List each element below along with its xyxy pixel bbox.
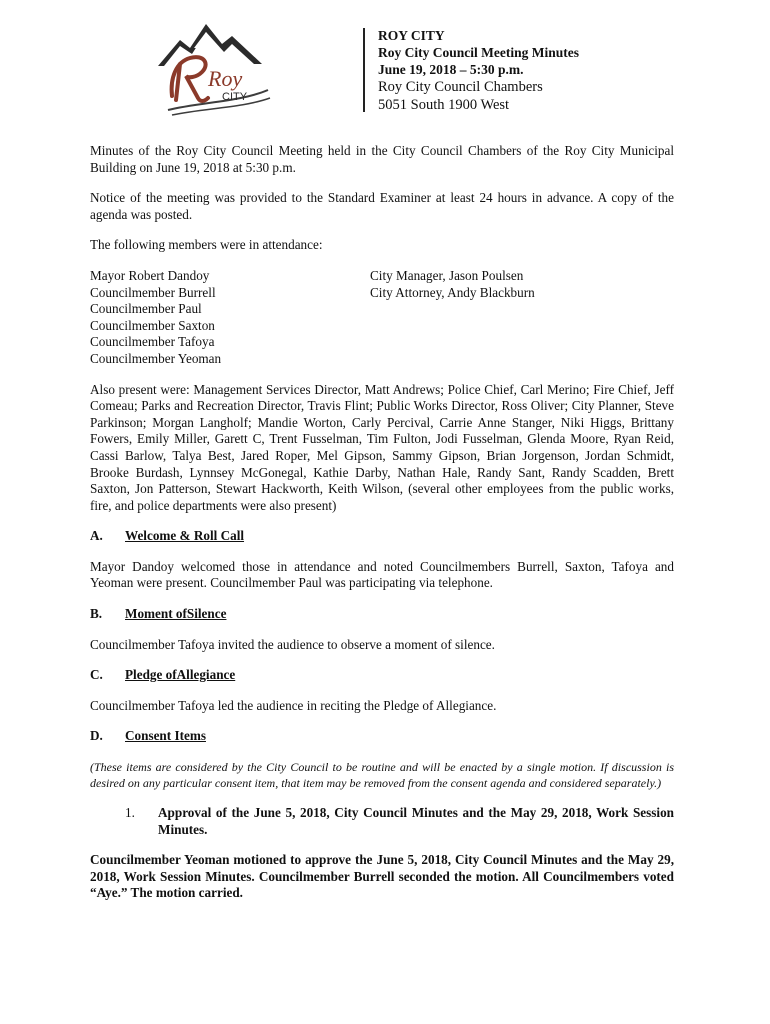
section-title: Welcome & Roll Call (125, 528, 245, 544)
section-title: Consent Items (125, 728, 206, 744)
section-number: B. (90, 606, 103, 622)
section-b-text: Councilmember Tafoya invited the audience to observe a moment of silence. (90, 636, 495, 652)
member-item: Councilmember Burrell (90, 284, 216, 300)
member-item: Councilmember Tafoya (90, 334, 215, 350)
consent-item-1 (90, 805, 674, 838)
section-number: A. (90, 528, 103, 544)
header-title: Roy City Council Meeting Minutes (378, 45, 579, 60)
notice-paragraph: Notice of the meeting was provided to the Standard Examiner at least 24 hours in advance. A copy of the agenda was posted. (90, 190, 674, 222)
header-location: Roy City Council Chambers (378, 79, 543, 95)
also-present-paragraph: Also present were: Management Services Director, Matt Andrews; Police Chief, Carl Merino; Fire Chief, Jeff Comeau; Parks and Recreation Director, Travis Flint; Public Works Director, Ross Oliver; City Planner, Steve Parkinson; Morgan Langholf; Mandie Worton, Carly Percival, Carrie Anne Stanger, Niki Higgs, Brittany Fowers, Emily Miller, Garett C, Trent Fusselman, Tim Fulton, Jodi Fusselman, Glenda Moore, Ryan Reid, Cassi Barlow, Talya Best, Jared Roper, Mel Gipson, Sammy Gipson, Brian Jorgenson, Jordan Schmidt, Brooke Burdash, Lynnsey McGonegal, Kathie Darby, Nathan Hale, Randy Sant, Randy Scadden, Brett Saxton, Jon Patterson, Stewart Hackworth, Keith Wilson, (several other employees from the public works, fire, and police departments were also present) (90, 381, 674, 513)
logo-text-roy: Roy (208, 66, 243, 91)
document-body (90, 143, 674, 902)
member-item: Councilmember Saxton (90, 317, 215, 333)
roy-city-logo-icon (150, 18, 280, 123)
member-item: Councilmember Paul (90, 301, 202, 317)
member-item: Councilmember Yeoman (90, 350, 222, 366)
intro-paragraph: Minutes of the Roy City Council Meeting held in the City Council Chambers of the Roy City Municipal Building on June 19, 2018 at 5:30 p.m. (90, 143, 674, 175)
staff-item: City Attorney, Andy Blackburn (370, 284, 535, 300)
item-number: 1. (125, 805, 135, 821)
staff-item: City Manager, Jason Poulsen (370, 267, 524, 283)
members-column (90, 268, 370, 368)
header-org: ROY CITY (378, 28, 445, 43)
header-divider (363, 28, 365, 112)
section-a-text: Mayor Dandoy welcomed those in attendance and noted Councilmembers Burrell, Saxton, Tafoya and Yeoman were present. Councilmember Paul was participating via telephone. (90, 558, 674, 591)
item-text: Approval of the June 5, 2018, City Council Minutes and the May 29, 2018, Work Session Minutes. (158, 805, 674, 837)
attendance-intro: The following members were in attendance: (90, 237, 323, 253)
section-title: Moment ofSilence (125, 606, 227, 622)
header-date: June 19, 2018 – 5:30 p.m. (378, 62, 524, 77)
section-c-text: Councilmember Tafoya led the audience in reciting the Pledge of Allegiance. (90, 697, 497, 713)
section-title: Pledge ofAllegiance (125, 667, 236, 683)
section-number: D. (90, 728, 103, 744)
staff-column (370, 268, 670, 368)
section-heading-c (90, 667, 674, 684)
consent-note: (These items are considered by the City Council to be routine and will be enacted by a single motion. If discussion is desired on any particular consent item, that item may be removed from the consent agenda and considered separately.) (90, 760, 674, 791)
section-heading-b (90, 606, 674, 623)
member-item: Mayor Robert Dandoy (90, 267, 210, 283)
document-header (378, 27, 579, 114)
section-heading-a (90, 528, 674, 545)
attendance-list (90, 268, 674, 368)
logo-text-city: CITY (222, 91, 248, 103)
header-address: 5051 South 1900 West (378, 97, 510, 113)
section-number: C. (90, 667, 103, 683)
motion-paragraph: Councilmember Yeoman motioned to approve the June 5, 2018, City Council Minutes and the May 29, 2018, Work Session Minutes. Councilmember Burrell seconded the motion. All Councilmembers voted “Aye.” The motion carried. (90, 852, 674, 901)
section-heading-d (90, 728, 674, 745)
